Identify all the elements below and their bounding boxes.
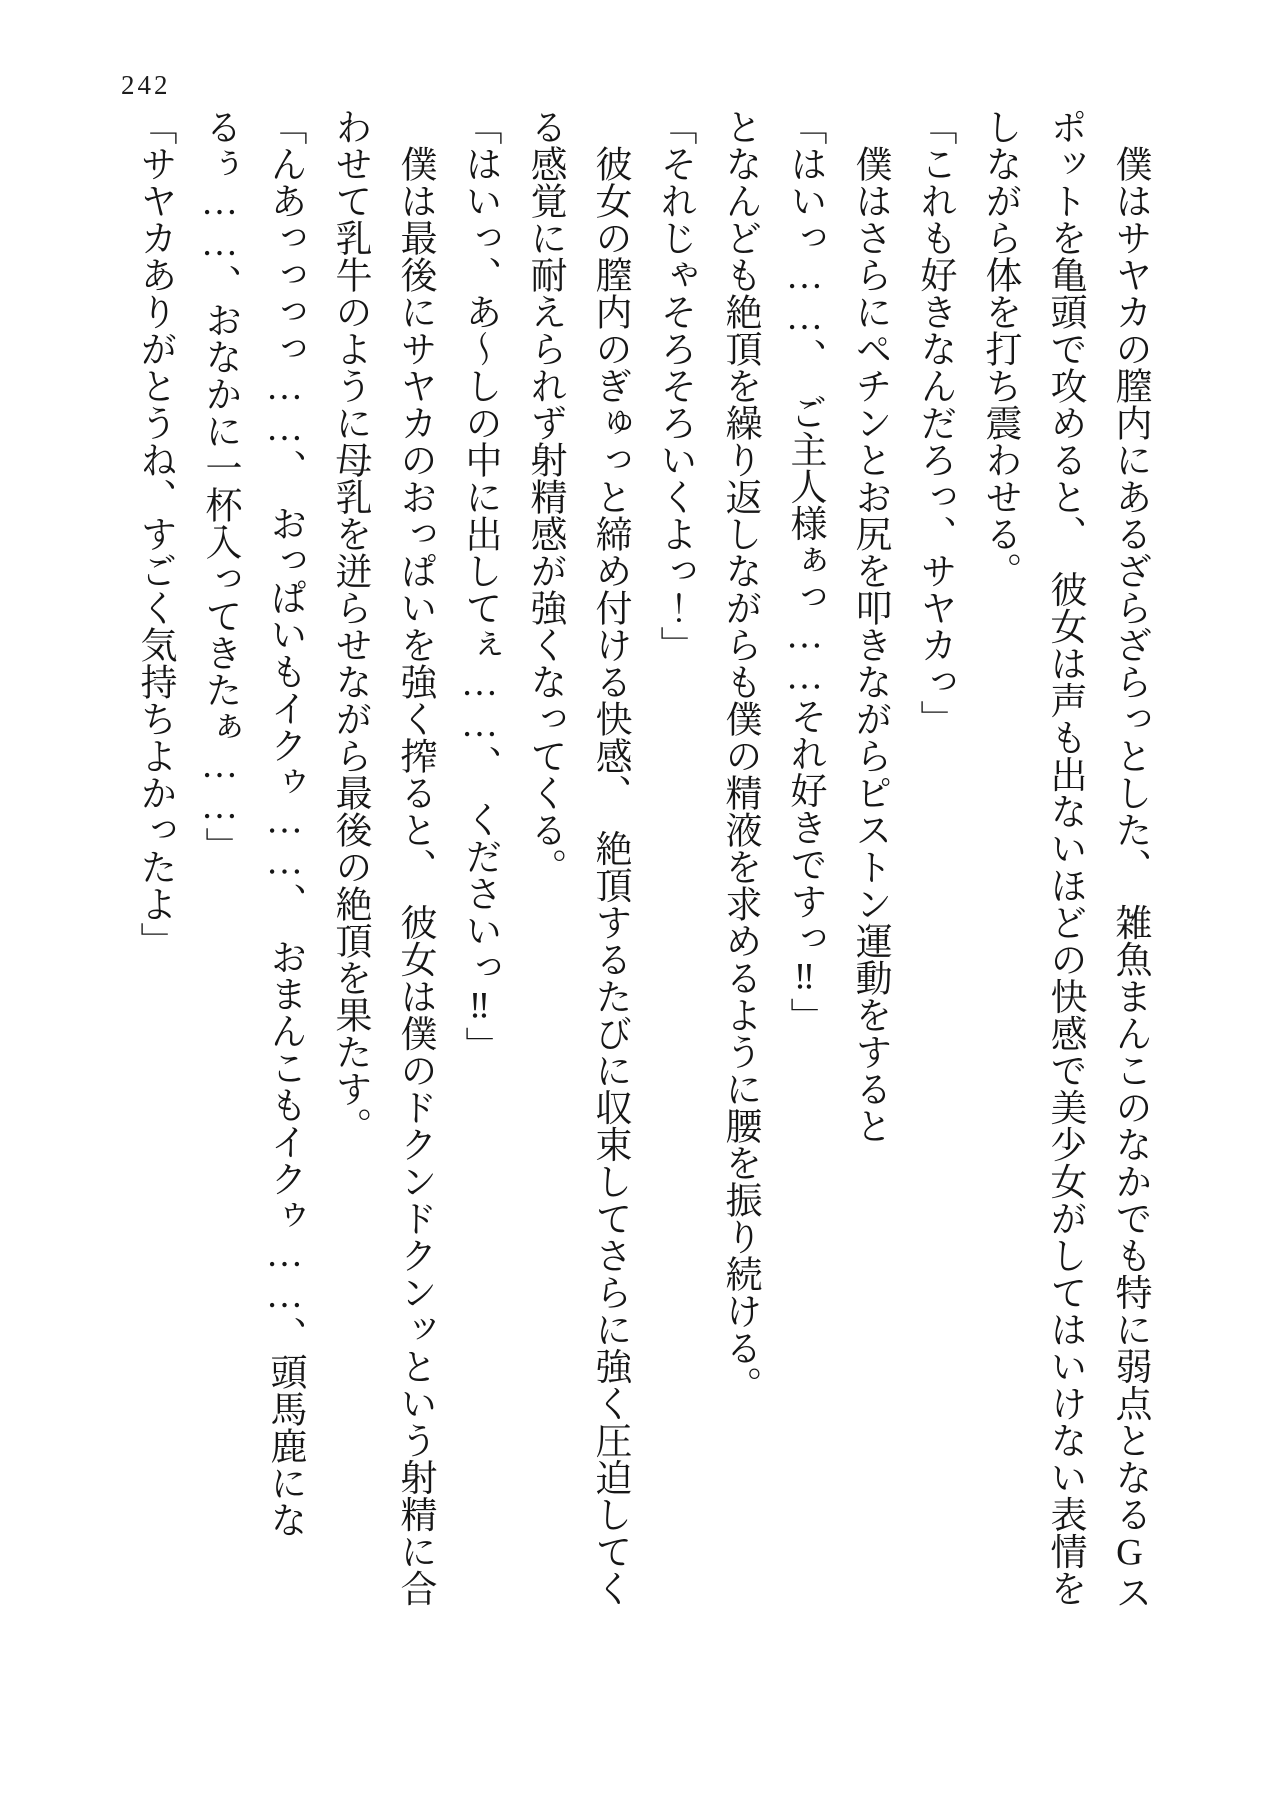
text-line: 「はいっ……、 ご主人様ぁっ……それ好きですっ‼」 [784, 108, 825, 1035]
text-line: 僕はさらにペチンとお尻を叩きながらピストン運動をすると [849, 108, 890, 1144]
text-line: 彼女の膣内のぎゅっと締め付ける快感、 絶頂するたびに収束してさらに強く圧迫してく [589, 108, 630, 1607]
text-line: わせて乳牛のように母乳を迸らせながら最後の絶頂を果たす。 [329, 108, 370, 1144]
text-line: 僕は最後にサヤカのおっぱいを強く搾ると、 彼女は僕のドクンドクンッという射精に合 [394, 108, 435, 1607]
text-line: しながら体を打ち震わせる。 [979, 108, 1020, 589]
text-line: となんども絶頂を繰り返しながらも僕の精液を求めるように腰を振り続ける。 [719, 108, 760, 1403]
text-line: 「それじゃそろそろいくよっ！」 [654, 108, 695, 663]
text-line: 僕はサヤカの膣内にあるざらざらっとした、 雑魚まんこのなかでも特に弱点となるGス [1109, 108, 1150, 1611]
text-line: るぅ……、おなかに一杯入ってきたぁ……」 [199, 108, 240, 864]
text-line: 「これも好きなんだろっ、サヤカっ」 [914, 108, 955, 737]
text-line: る感覚に耐えられず射精感が強くなってくる。 [524, 108, 565, 885]
text-line: 「サヤカありがとうね、すごく気持ちよかったよ」 [134, 108, 175, 959]
text-line: 「んあっっっっ……、 おっぱいもイクゥ……、 おまんこもイクゥ……、頭馬鹿にな [264, 108, 305, 1538]
vertical-text-block [122, 108, 1162, 1668]
page-number: 242 [121, 70, 171, 100]
text-line: ポットを亀頭で攻めると、 彼女は声も出ないほどの快感で美少女がしてはいけない表情を [1044, 108, 1085, 1607]
text-line: 「はいっ、あ〜しの中に出してぇ……、 くださいっ‼」 [459, 108, 500, 1064]
